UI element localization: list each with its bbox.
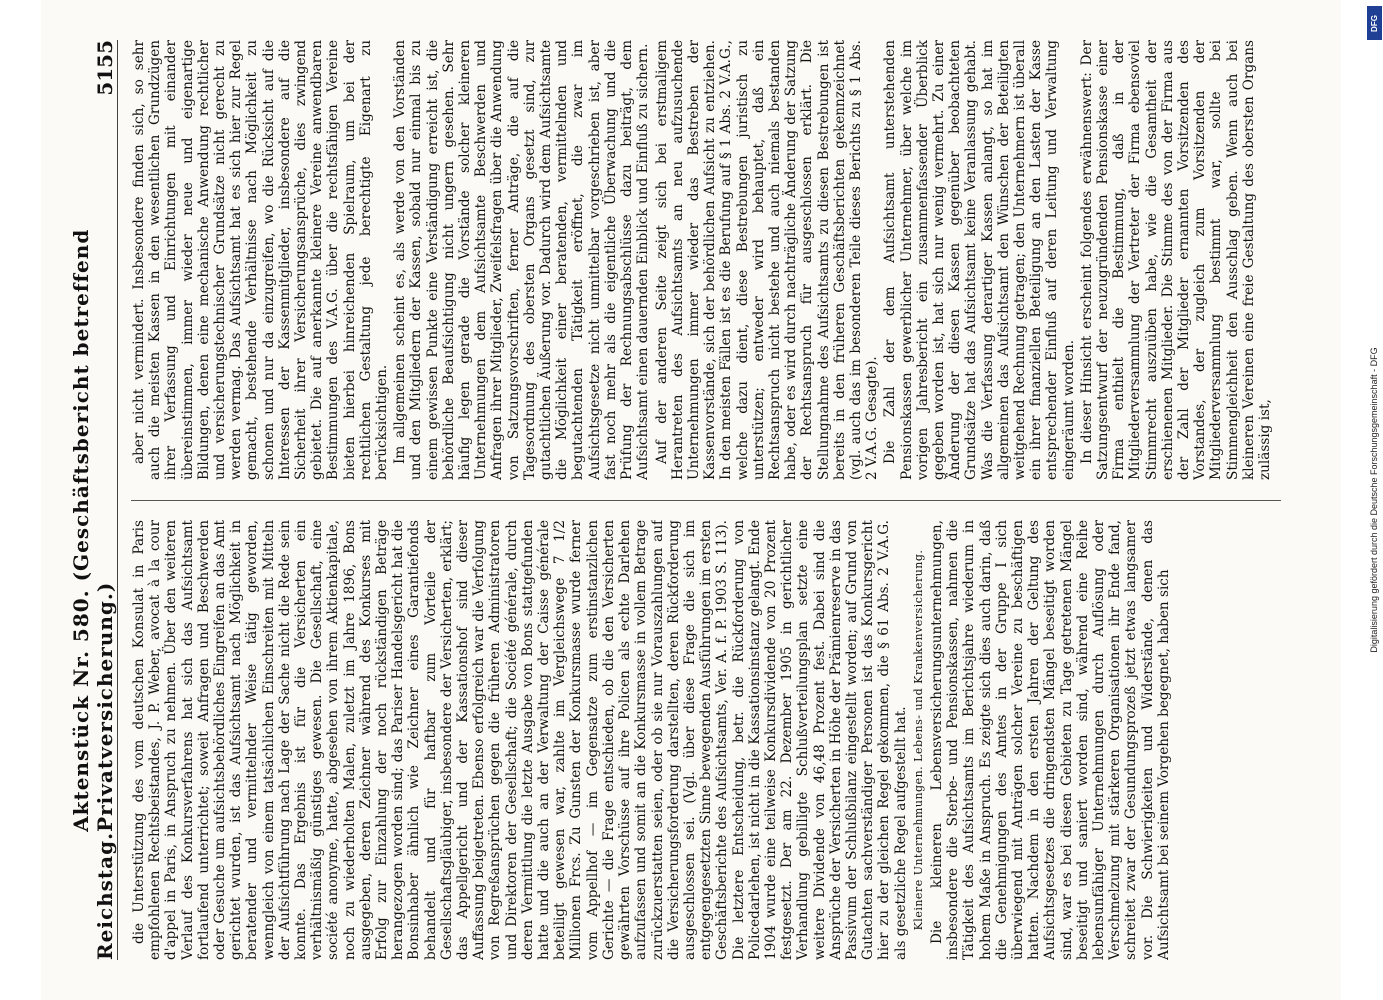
header-title: Aktenstück Nr. 580. (Geschäftsbericht betreffend Privatversicherung.) — [69, 228, 117, 832]
right-paragraph-5: In dieser Hinsicht erscheint folgendes erwähnenswert: Der Satzungsentwurf der neuzugründenden Pensionskasse einer Firma enthielt die Bestimmung, daß in der Mitgliederversammlung der Vertreter der Firma ebensoviel Stimmrecht auszuüben habe, wie die Gesamtheit der erschienenen Mitglieder. Die Stimme des von der Firma aus der Zahl der Mitglieder ernannten Vorsitzenden des Vorstandes, der zugleich zum Vorsitzenden der Mitgliederversammlung bestimmt war, sollte bei Stimmengleichheit den Ausschlag geben. Wenn auch bei kleineren Vereinen eine freie Gestaltung des obersten Organs zulässig ist, — [1078, 40, 1274, 480]
header-left: Reichstag. — [93, 831, 117, 960]
column-divider — [131, 500, 1281, 501]
right-paragraph-3: Auf der anderen Seite zeigt sich bei erstmaligem Herantreten des Aufsichtsamts an neu aufzusuchende Unternehmungen immer wieder das Bestreben der Kassenvorstände, sich der behördlichen Aufsicht zu entziehen. In den meisten Fällen ist es die Berufung auf § 1 Abs. 2 V.A.G., welche dazu dient, diese Bestrebungen juristisch zu unterstützen; entweder wird behauptet, daß ein Rechtsanspruch nicht bestehe und auch niemals bestanden habe, oder es wird durch nachträgliche Änderung der Satzung der Rechtsanspruch für ausgeschlossen erklärt. Die Stellungnahme des Aufsichtsamts zu diesen Bestrebungen ist bereits in den früheren Geschäftsberichten gekennzeichnet (vgl. auch das im besonderen Teile dieses Berichts zu § 1 Abs. 2 V.A.G. Gesagte). — [653, 40, 881, 480]
right-paragraph-2: Im allgemeinen scheint es, als werde von den Vorständen und den Mitgliedern der Kassen, sobald nur einmal bis zu einem gewissen Punkte eine Verständigung erreicht ist, die behördliche Beaufsichtigung nicht ungern gesehen. Sehr häufig legen gerade die Vorstände solcher kleineren Unternehmungen dem Aufsichtsamte Beschwerden und Anfragen ihrer Mitglieder, Zweifelsfragen über die Anwendung von Satzungsvorschriften, ferner Anträge, die auf die Tagesordnung des obersten Organs gesetzt sind, zur gutachtlichen Äußerung vor. Dadurch wird dem Aufsichtsamte die Möglichkeit einer beratenden, vermittelnden und begutachtenden Tätigkeit eröffnet, die zwar im Aufsichtsgesetze nicht unmittelbar vorgeschrieben ist, aber fast noch mehr als die eigentliche Überwachung und die Prüfung der Rechnungsabschlüsse dazu beiträgt, dem Aufsichtsamt einen dauernden Einblick und Einfluß zu sichern. — [392, 40, 652, 480]
digitization-note — [1364, 0, 1383, 1000]
document-page — [41, 0, 1341, 1000]
left-paragraph-1: die Unterstützung des vom deutschen Konsulat in Paris empfohlenen Rechtsbeistandes, J. P. Weber, avocat à la cour d'appel in Paris, in Anspruch zu nehmen. Über den weiteren Verlauf des Konkursverfahrens hat sich das Aufsichtsamt fortlaufend unterrichtet; soweit Anfragen und Beschwerden oder Gesuche um aufsichtsbehördliches Eingreifen an das Amt gerichtet wurden, ist das Aufsichtsamt nach Möglichkeit in beratender und vermittelnder Weise tätig geworden, wenngleich von einem tatsächlichen Einschreiten mit Mitteln der Aufsichtführung nach Lage der Sache nicht die Rede sein konnte. Das Ergebnis ist für die Versicherten ein verhältnismäßig günstiges gewesen. Die Gesellschaft, eine société anonyme, hatte, abgesehen von ihrem Aktienkapitale, noch zu wiederholten Malen, zuletzt im Jahre 1896, Bons ausgegeben, deren Zeichner während des Konkurses mit Erfolg zur Einzahlung der noch rückständigen Beträge herangezogen worden sind; das Pariser Handelsgericht hat die Bonsinhaber ähnlich wie Zeichner eines Garantiefonds behandelt und für haftbar zum Vorteile der Gesellschaftsgläubiger, insbesondere der Versicherten, erklärt; das Appellgericht und der Kassationshof sind dieser Auffassung beigetreten. Ebenso erfolgreich war die Verfolgung von Regreßansprüchen gegen die früheren Administratoren und Direktoren der Gesellschaft; die Société générale, durch deren Vermittlung die letzte Ausgabe von Bons stattgefunden hatte und die auch an der Verwaltung der Caisse générale beteiligt gewesen war, zahlte im Vergleichswege 7 1/2 Millionen Frcs. Zu Gunsten der Konkursmasse wurde ferner vom Appellhof — im Gegensatze zum erstinstanzlichen Gerichte — die Frage entschieden, ob die den Versicherten gewährten Vorschüsse auf ihre Policen als echte Darlehen aufzufassen und somit an die Konkursmasse in vollem Betrage zurückzuerstatten seien, oder ob sie nur Vorauszahlungen auf die Versicherungsforderung darstellten, deren Rückforderung ausgeschlossen sei. (Vgl. über diese Frage die sich im entgegengesetzten Sinne bewegenden Ausführungen im ersten Geschäftsberichte des Aufsichtsamts, Ver. A. f. P. 1903 S. 113). Die letztere Entscheidung, betr. die Rückforderung von Policedarlehen, ist nicht in die Kassationsinstanz gelangt. Ende 1904 wurde eine teilweise Konkursdividende von 20 Prozent festgesetzt. Der am 22. Dezember 1905 in gerichtlicher Verhandlung gebilligte Schlußverteilungsplan setzte eine weitere Dividende von 46,48 Prozent fest. Dabei sind die Ansprüche der Versicherten in Höhe der Prämienreserve in das Passivum der Schlußbilanz eingestellt worden; auf Grund von Gutachten sachverständiger Personen ist das Konkursgericht hier zu der gleichen Regel gekommen, die § 61 Abs. 2 V.A.G. als gesetzliche Regel aufgestellt hat. — [131, 520, 909, 960]
page-number: 5155 — [93, 40, 117, 96]
right-paragraph-1: aber nicht vermindert. Insbesondere finden sich, so sehr auch die meisten Kassen in den wesentlichen Grundzügen ihrer Verfassung und Einrichtungen mit einander übereinstimmen, immer wieder neue und eigenartige Bildungen, denen eine mechanische Anwendung rechtlicher und versicherungstechnischer Grundsätze nicht gerecht zu werden vermag. Das Aufsichtsamt hat es sich hier zur Regel gemacht, bestehende Verhältnisse nach Möglichkeit zu schonen und nur da einzugreifen, wo die Rücksicht auf die Interessen der Kassenmitglieder, insbesondere auf die Sicherheit ihrer Versicherungsansprüche, dies zwingend gebietet. Die auf anerkannte kleinere Vereine anwendbaren Bestimmungen des V.A.G. über die rechtsfähigen Vereine bieten hierbei hinreichenden Spielraum, um bei der rechtlichen Gestaltung jede berechtigte Eigenart zu berücksichtigen. — [131, 40, 391, 480]
right-column — [131, 40, 1311, 480]
page-header — [69, 40, 118, 960]
section-heading: Kleinere Unternehmungen. Lebens- und Krankenversicherung. — [911, 549, 925, 931]
right-paragraph-4: Die Zahl der dem Aufsichtsamt unterstehenden Pensionskassen gewerblicher Unternehmer, über welche im vorigen Jahresbericht ein zusammenfassender Überblick gegeben worden ist, hat sich nur wenig vermehrt. Zu einer Änderung der diesen Kassen gegenüber beobachteten Grundsätze hat das Aufsichtsamt keine Veranlassung gehabt. Was die Verfassung derartiger Kassen anlangt, so hat im allgemeinen das Aufsichtsamt den Wünschen der Beteiligten weitgehend Rechnung getragen; den Unternehmern ist überall ein ihrer finanziellen Beteiligung an den Lasten der Kasse entsprechender Einfluß auf deren Leitung und Verwaltung eingeräumt worden. — [882, 40, 1077, 480]
digitization-note-text: Digitalisierung gefördert durch die Deutsche Forschungsgemeinschaft - DFG — [1369, 347, 1379, 653]
dfg-logo-text: DFG — [1370, 14, 1380, 32]
left-column — [131, 520, 1311, 960]
section-paragraph-1: Die kleineren Lebensversicherungsunternehmungen, insbesondere die Sterbe- und Pensionskassen, nahmen die Tätigkeit des Aufsichtsamts im Berichtsjahre wiederum in hohem Maße in Anspruch. Es zeigte sich dies auch darin, daß die Genehmigungen des Amtes in der Gruppe I sich überwiegend mit Anträgen solcher Vereine zu beschäftigen hatten. Nachdem in den ersten Jahren der Geltung des Aufsichtsgesetzes die dringendsten Mängel beseitigt worden sind, war es bei diesen Gebieten zu Tage getretenen Mängel beseitigt und saniert worden sind, während eine Reihe lebensunfähiger Unternehmungen durch Auflösung oder Verschmelzung mit stärkeren Organisationen ihr Ende fand, schreitet zwar der Gesundungsprozeß jetzt etwas langsamer vor. Die Schwierigkeiten und Widerstände, denen das Aufsichtsamt bei seinem Vorgehen begegnet, haben sich — [928, 520, 1172, 960]
